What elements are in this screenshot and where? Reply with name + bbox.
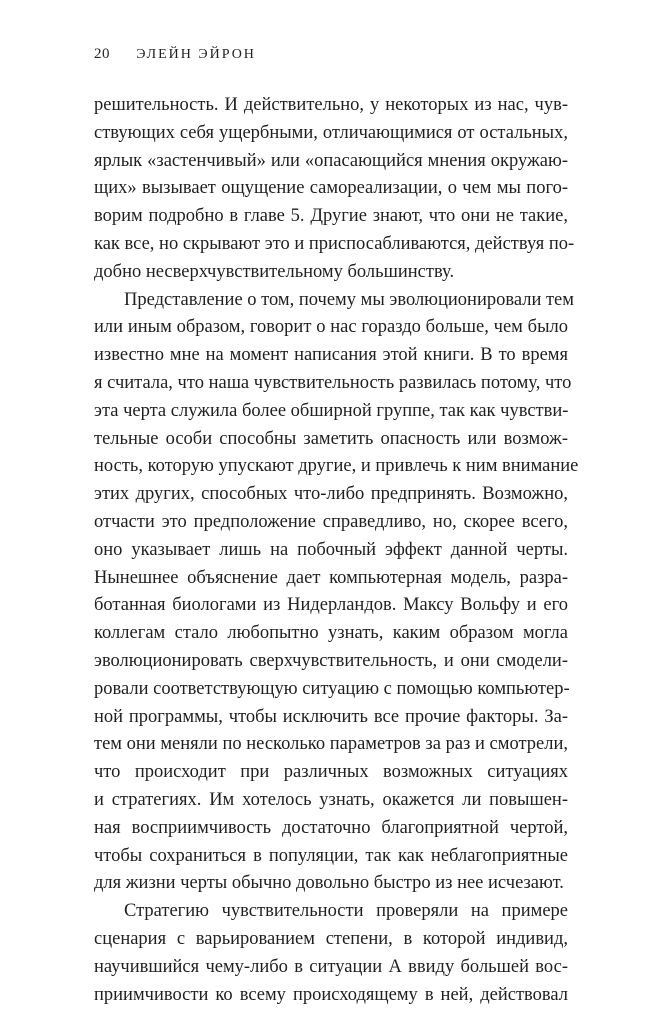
text-line: коллегам стало любопытно узнать, каким образом могла	[94, 620, 568, 648]
text-line: я считала, что наша чувствительность развилась потому, что	[94, 370, 568, 398]
text-line: Представление о том, почему мы эволюционировали тем	[94, 287, 568, 315]
text-line: или иным образом, говорит о нас гораздо больше, чем было	[94, 314, 568, 342]
paragraph-2	[94, 287, 568, 899]
text-line: научившийся чему-либо в ситуации А ввиду большей вос-	[94, 954, 568, 982]
text-line: щих» вызывает ощущение самореализации, о чем мы пого-	[94, 175, 568, 203]
text-line: что происходит при различных возможных ситуациях	[94, 759, 568, 787]
text-line: приимчивости ко всему происходящему в ней, действовал	[94, 982, 568, 1009]
text-line: отчасти это предположение справедливо, но, скорее всего,	[94, 509, 568, 537]
body-text	[94, 92, 568, 1009]
text-line: Нынешнее объяснение дает компьютерная модель, разра-	[94, 565, 568, 593]
text-line: ярлык «застенчивый» или «опасающийся мнения окружаю-	[94, 148, 568, 176]
page-number: 20	[94, 46, 110, 62]
text-line: эта черта служила более обширной группе, так как чувстви-	[94, 398, 568, 426]
text-line: ствующих себя ущербными, отличающимися от остальных,	[94, 120, 568, 148]
running-head	[94, 46, 256, 63]
text-line: и стратегиях. Им хотелось узнать, окажется ли повышен-	[94, 787, 568, 815]
text-line: ная восприимчивость достаточно благоприятной чертой,	[94, 815, 568, 843]
text-line: оно указывает лишь на побочный эффект данной черты.	[94, 537, 568, 565]
text-line: решительность. И действительно, у некоторых из нас, чув-	[94, 92, 568, 120]
text-line: ворим подробно в главе 5. Другие знают, что они не такие,	[94, 203, 568, 231]
text-line: чтобы сохраниться в популяции, так как неблагоприятные	[94, 843, 568, 871]
text-line: этих других, способных что-либо предпринять. Возможно,	[94, 481, 568, 509]
paragraph-1	[94, 92, 568, 287]
text-line: тем они меняли по несколько параметров за раз и смотрели,	[94, 731, 568, 759]
running-head-author: ЭЛЕЙН ЭЙРОН	[136, 47, 256, 62]
text-line: как все, но скрывают это и приспосабливаются, действуя по-	[94, 231, 568, 259]
text-line: добно несверхчувствительному большинству.	[94, 259, 568, 287]
text-line: Стратегию чувствительности проверяли на примере	[94, 898, 568, 926]
text-line: ботанная биологами из Нидерландов. Максу Вольфу и его	[94, 592, 568, 620]
text-line: сценария с варьированием степени, в которой индивид,	[94, 926, 568, 954]
text-line: ной программы, чтобы исключить все прочие факторы. За-	[94, 704, 568, 732]
text-line: эволюционировать сверхчувствительность, и они смодели-	[94, 648, 568, 676]
text-line: ность, которую упускают другие, и привлечь к ним внимание	[94, 453, 568, 481]
text-line: для жизни черты обычно довольно быстро из нее исчезают.	[94, 870, 568, 898]
text-line: тельные особи способны заметить опасность или возмож-	[94, 426, 568, 454]
text-line: ровали соответствующую ситуацию с помощью компьютер-	[94, 676, 568, 704]
paragraph-3	[94, 898, 568, 1009]
text-line: известно мне на момент написания этой книги. В то время	[94, 342, 568, 370]
